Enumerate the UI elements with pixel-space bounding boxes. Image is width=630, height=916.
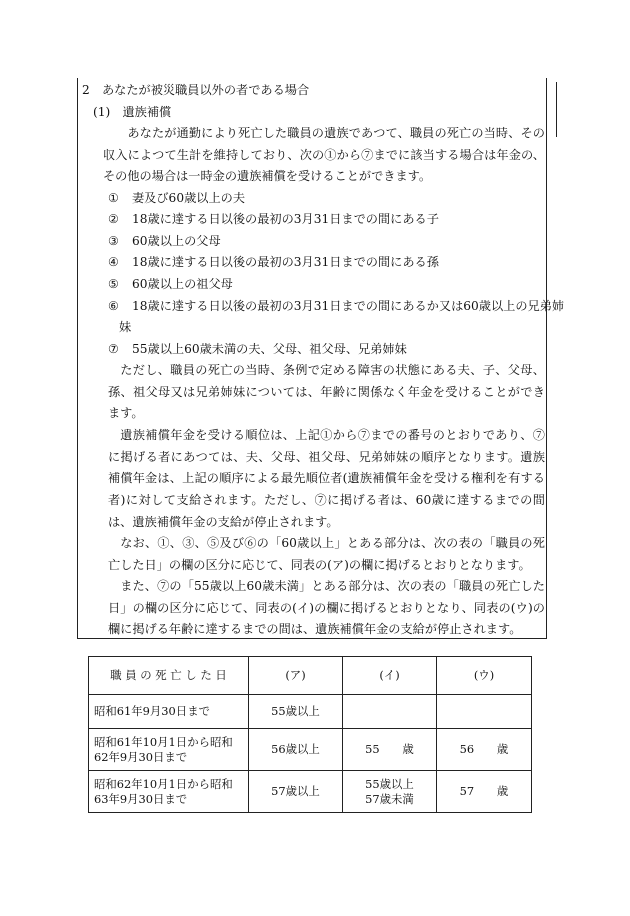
item-3-text: 60歳以上の父母 (132, 234, 221, 248)
cell-a: 55歳以上 (249, 695, 343, 729)
item-6-text-cont: 妹 (119, 320, 132, 334)
cell-date: 昭和61年10月1日から昭和62年9月30日まで (89, 729, 249, 771)
frame-right-ext (556, 82, 557, 137)
item-3-num: ③ (108, 234, 119, 248)
table-row (89, 729, 532, 771)
cell-i: 55歳以上 57歳未満 (343, 771, 437, 813)
age-table (88, 656, 532, 813)
item-1-text: 妻及び60歳以上の夫 (132, 191, 246, 205)
cell-i: 55 歳 (343, 729, 437, 771)
item-6-num: ⑥ (108, 299, 119, 313)
paragraph-order: 遺族補償年金を受ける順位は、上記①から⑦までの番号のとおりであり、⑦に掲げる者にあつては、夫、父母、祖父母、兄弟姉妹の順序となります。遺族補償年金は、上記の順序による最先順位者(遺族補償年金を受ける権利を有する者)に対して支給されます。ただし、⑦に掲げる者は、60歳に達するまでの間は、遺族補償年金の支給が停止されます。 (108, 428, 545, 529)
header-i: (イ) (343, 657, 437, 695)
cell-u (437, 695, 532, 729)
paragraph-note-b: また、⑦の「55歳以上60歳未満」とある部分は、次の表の「職員の死亡した日」の欄の区分に応じて、同表の(イ)の欄に掲げるとおりとなり、同表の(ウ)の欄に掲げる年齢に達するまでの間は、遺族補償年金の支給が停止されます。 (108, 579, 545, 637)
table-row (89, 771, 532, 813)
cell-u: 56 歳 (437, 729, 532, 771)
paragraph-exception: ただし、職員の死亡の当時、条例で定める障害の状態にある夫、子、父母、孫、祖父母又は兄弟姉妹については、年齢に関係なく年金を受けることができます。 (108, 363, 545, 421)
paragraph-note-a: なお、①、③、⑤及び⑥の「60歳以上」とある部分は、次の表の「職員の死亡した日」の欄の区分に応じて、同表の(ア)の欄に掲げるとおりとなります。 (108, 536, 545, 572)
table-header-row (89, 657, 532, 695)
item-7-text: 55歳以上60歳未満の夫、父母、祖父母、兄弟姉妹 (132, 342, 407, 356)
section-heading: 2 あなたが被災職員以外の者である場合 (82, 83, 310, 97)
item-6-text: 18歳に達する日以後の最初の3月31日までの間にあるか又は60歳以上の兄弟姉 (132, 299, 565, 313)
header-a: (ア) (249, 657, 343, 695)
item-2-text: 18歳に達する日以後の最初の3月31日までの間にある子 (132, 212, 439, 226)
item-4-text: 18歳に達する日以後の最初の3月31日までの間にある孫 (132, 255, 439, 269)
item-7-num: ⑦ (108, 342, 119, 356)
cell-a: 56歳以上 (249, 729, 343, 771)
header-death-date: 職 員 の 死 亡 し た 日 (89, 657, 249, 695)
cell-date: 昭和62年10月1日から昭和63年9月30日まで (89, 771, 249, 813)
cell-date: 昭和61年9月30日まで (89, 695, 249, 729)
frame-left-border (77, 78, 78, 638)
header-u: (ウ) (437, 657, 532, 695)
cell-a: 57歳以上 (249, 771, 343, 813)
item-1-num: ① (108, 191, 119, 205)
intro-paragraph: あなたが通勤により死亡した職員の遺族であつて、職員の死亡の当時、その収入によつて生計を維持しており、次の①から⑦までに該当する場合は年金の、その他の場合は一時金の遺族補償を受けることができます。 (103, 126, 545, 184)
table-row (89, 695, 532, 729)
frame-right-border (546, 78, 547, 638)
item-4-num: ④ (108, 255, 119, 269)
item-5-num: ⑤ (108, 277, 119, 291)
item-5-text: 60歳以上の祖父母 (132, 277, 233, 291)
subsection-heading: (1) 遺族補償 (93, 105, 172, 119)
item-2-num: ② (108, 212, 119, 226)
cell-u: 57 歳 (437, 771, 532, 813)
cell-i (343, 695, 437, 729)
